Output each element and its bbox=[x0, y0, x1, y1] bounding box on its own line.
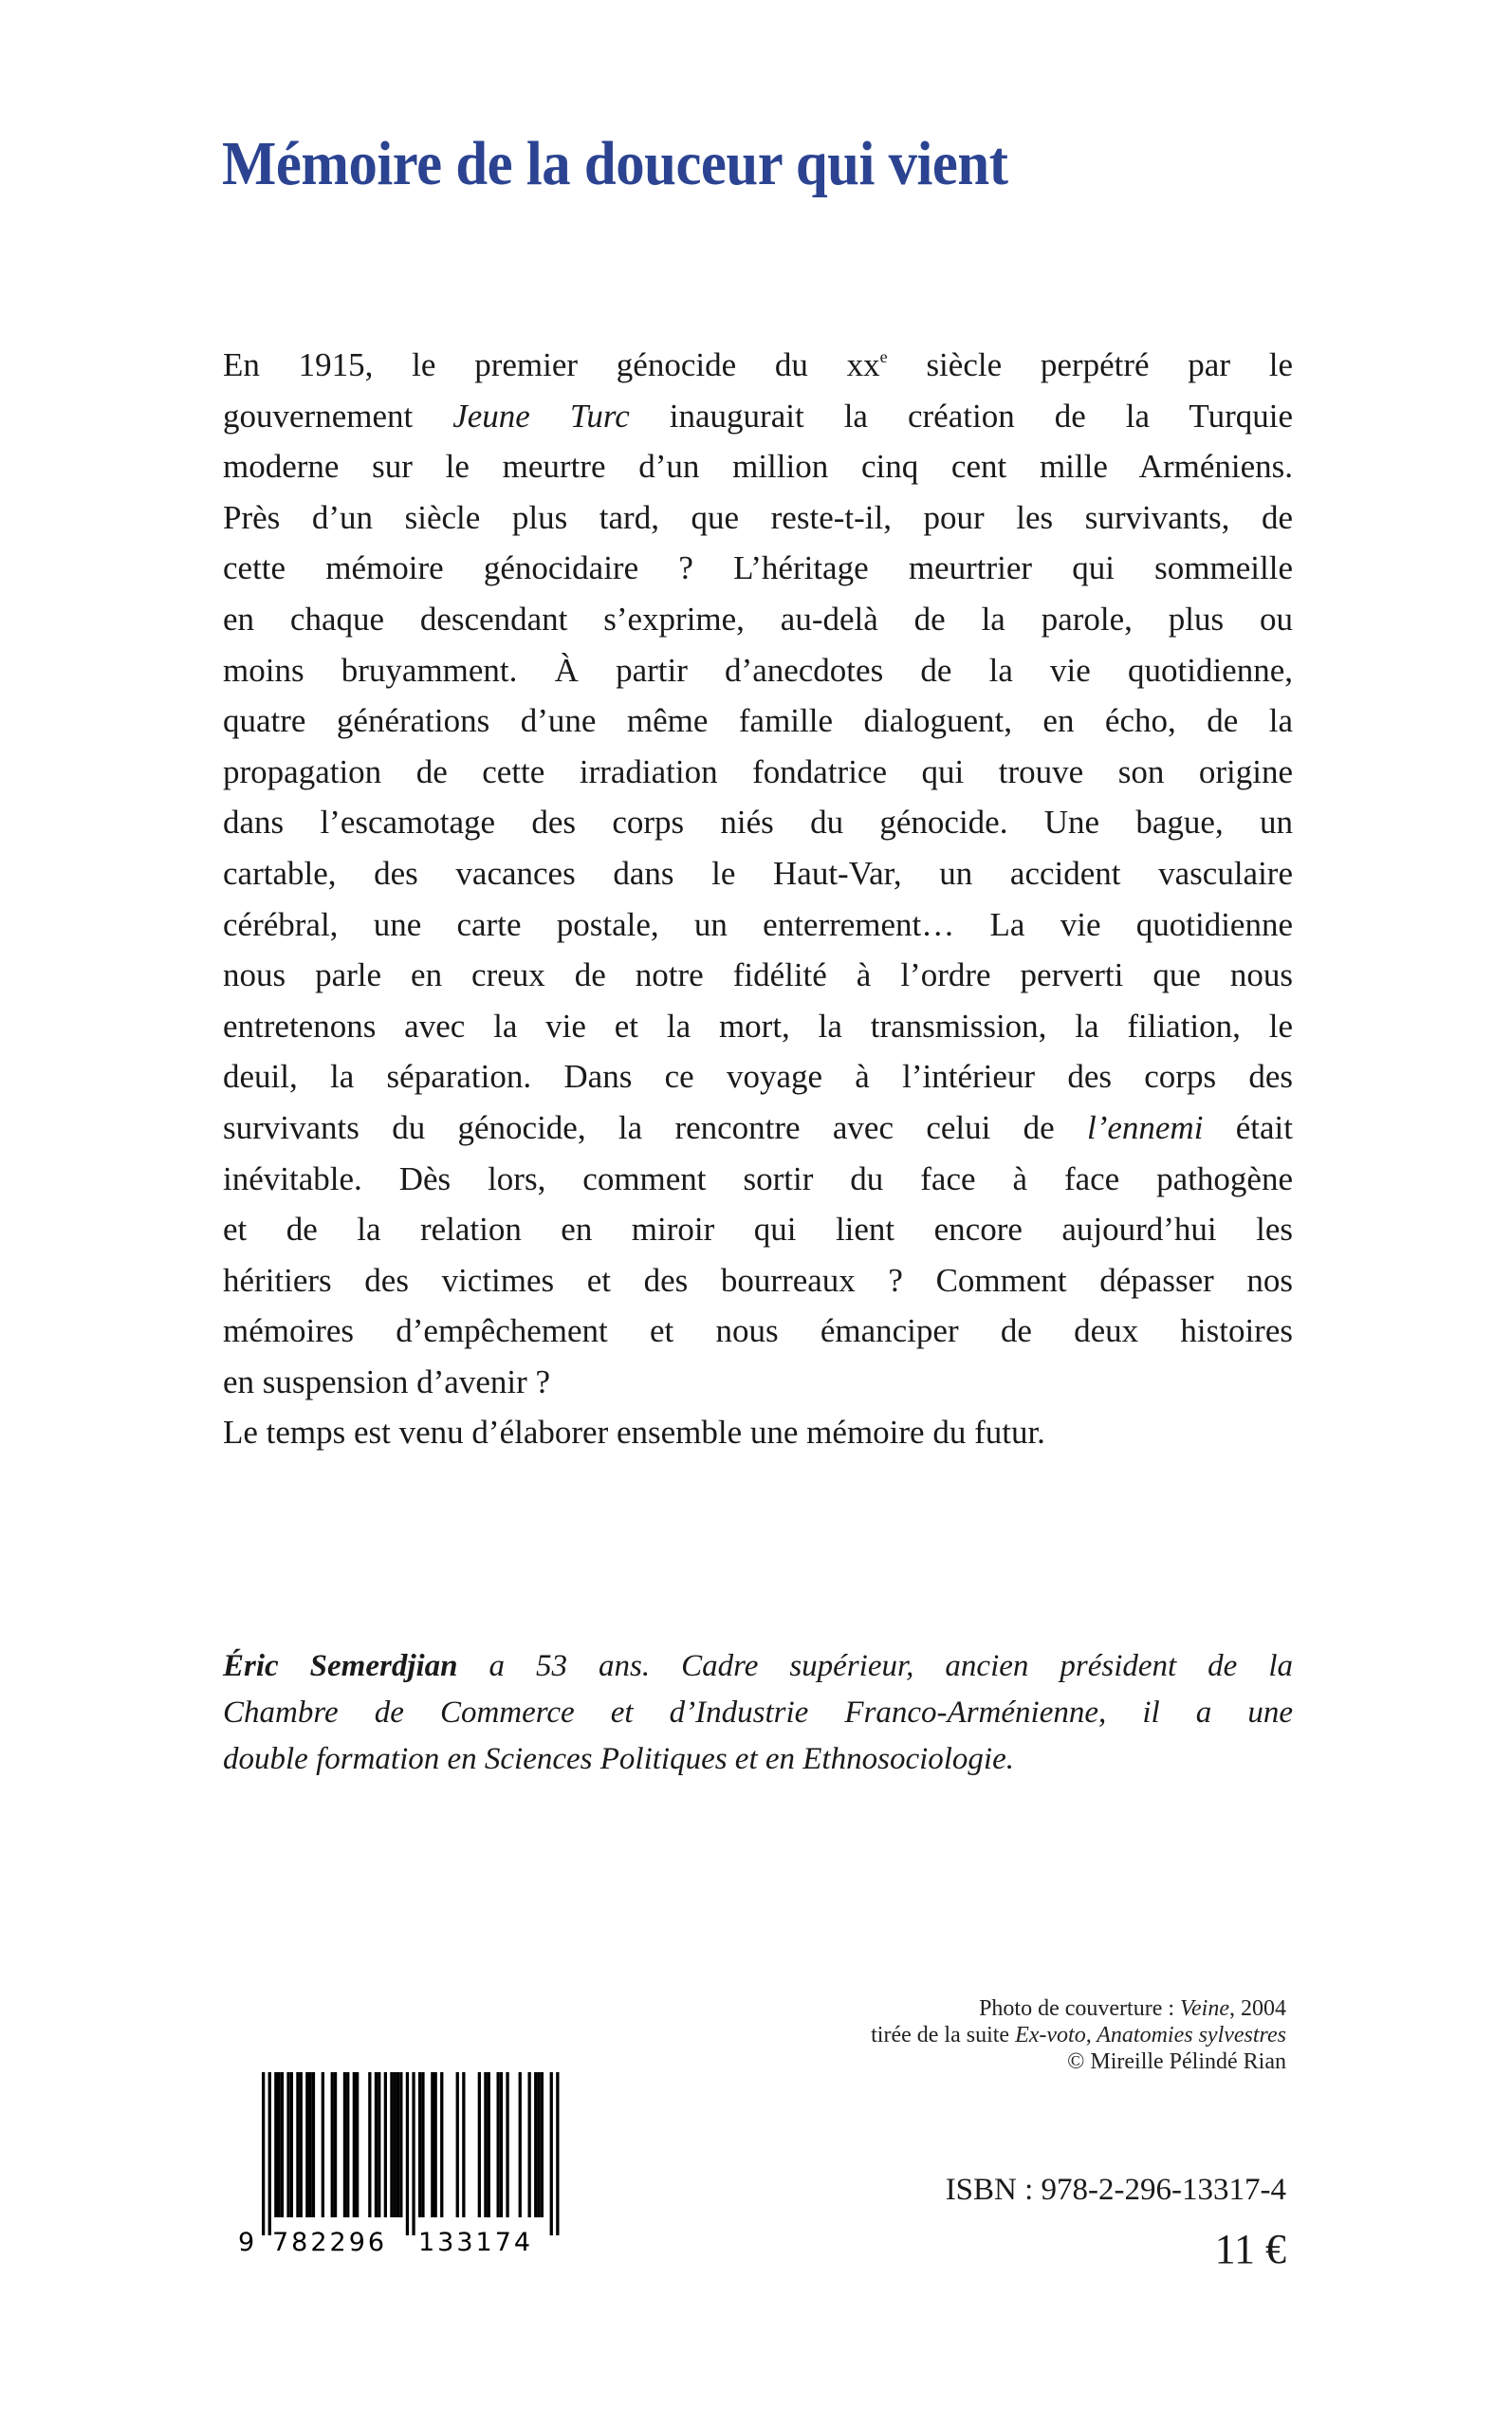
blurb-line: entretenons avec la vie et la mort, la transmission, la filiation, le bbox=[223, 1007, 1293, 1045]
price: 11 € bbox=[1214, 2226, 1286, 2272]
blurb-line: héritiers des victimes et des bourreaux ? Comment dépasser nos bbox=[223, 1261, 1293, 1299]
blurb-line: Près d’un siècle plus tard, que reste-t-il, pour les survivants, de bbox=[223, 498, 1293, 536]
blurb-line: gouvernement Jeune Turc inaugurait la création de la Turquie bbox=[223, 397, 1293, 435]
svg-text:9: 9 bbox=[238, 2228, 255, 2257]
blurb-line: deuil, la séparation. Dans ce voyage à l’intérieur des corps des bbox=[223, 1058, 1293, 1096]
svg-text:782296: 782296 bbox=[272, 2228, 388, 2257]
blurb-line: moins bruyamment. À partir d’anecdotes de la vie quotidienne, bbox=[223, 651, 1293, 689]
blurb-line: en chaque descendant s’exprime, au-delà de la parole, plus ou bbox=[223, 600, 1293, 638]
isbn-barcode bbox=[238, 2072, 565, 2257]
isbn-text: ISBN : 978-2-296-13317-4 bbox=[945, 2173, 1286, 2207]
blurb-line: quatre générations d’une même famille dialoguent, en écho, de la bbox=[223, 702, 1293, 740]
author-name: Éric Semerdjian bbox=[223, 1649, 458, 1683]
blurb-line: cette mémoire génocidaire ? L’héritage meurtrier qui sommeille bbox=[223, 549, 1293, 587]
bio-line: double formation en Sciences Politiques et en Ethnosociologie. bbox=[223, 1742, 1014, 1776]
author-bio bbox=[223, 1643, 1293, 1783]
blurb-line: cérébral, une carte postale, un enterrement… La vie quotidienne bbox=[223, 905, 1293, 943]
blurb bbox=[223, 340, 1293, 1458]
book-title: Mémoire de la douceur qui vient bbox=[222, 129, 1008, 198]
blurb-line: et de la relation en miroir qui lient encore aujourd’hui les bbox=[223, 1211, 1293, 1249]
photo-credits bbox=[721, 1995, 1286, 2075]
credit-line: © Mireille Pélindé Rian bbox=[1067, 2049, 1286, 2074]
blurb-closing-line: Le temps est venu d’élaborer ensemble une mémoire du futur. bbox=[223, 1414, 1045, 1452]
bio-line: Éric Semerdjian a 53 ans. Cadre supérieur, ancien président de la bbox=[223, 1649, 1293, 1683]
italic-term: Jeune Turc bbox=[452, 397, 630, 435]
blurb-line: survivants du génocide, la rencontre avec celui de l’ennemi était bbox=[223, 1108, 1293, 1146]
blurb-line: en suspension d’avenir ? bbox=[223, 1362, 551, 1400]
blurb-line: moderne sur le meurtre d’un million cinq cent mille Arméniens. bbox=[223, 448, 1293, 486]
blurb-line: cartable, des vacances dans le Haut-Var, un accident vasculaire bbox=[223, 854, 1293, 892]
blurb-line: inévitable. Dès lors, comment sortir du face à face pathogène bbox=[223, 1159, 1293, 1197]
credit-line: Photo de couverture : Veine, 2004 bbox=[979, 1996, 1286, 2021]
blurb-line: En 1915, le premier génocide du $xx^e$ siècle perpétré par le bbox=[223, 346, 1294, 383]
blurb-line: nous parle en creux de notre fidélité à l’ordre perverti que nous bbox=[223, 956, 1293, 994]
blurb-line: propagation de cette irradiation fondatrice qui trouve son origine bbox=[223, 752, 1293, 790]
svg-text:133174: 133174 bbox=[418, 2228, 534, 2257]
italic-term: l’ennemi bbox=[1086, 1108, 1204, 1146]
blurb-line: dans l’escamotage des corps niés du génocide. Une bague, un bbox=[223, 804, 1293, 842]
bio-line: Chambre de Commerce et d’Industrie Franco-Arménienne, il a une bbox=[223, 1696, 1293, 1730]
barcode-icon bbox=[238, 2072, 565, 2257]
credit-line: tirée de la suite Ex-voto, Anatomies sylvestres bbox=[871, 2023, 1286, 2048]
blurb-line: mémoires d’empêchement et nous émanciper de deux histoires bbox=[223, 1312, 1293, 1350]
